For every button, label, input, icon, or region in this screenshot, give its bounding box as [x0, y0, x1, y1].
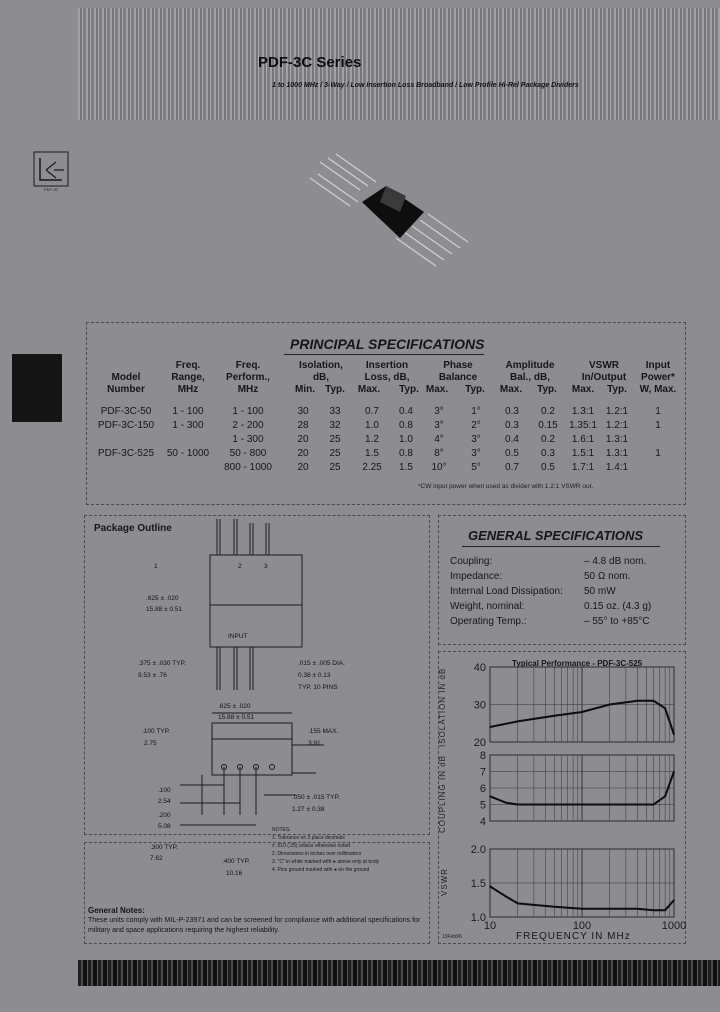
- column-subheader: Max.: [357, 384, 381, 395]
- table-cell: 4°: [434, 434, 444, 445]
- column-subheader: Typ.: [607, 384, 627, 395]
- column-header: MHz: [237, 384, 259, 395]
- data-point: [505, 896, 507, 898]
- dim-spacing-mm: 10.16: [226, 870, 243, 877]
- y-tick-label: 2.0: [470, 844, 486, 856]
- table-cell: 1.3:1: [605, 434, 629, 445]
- table-cell: 0.7: [505, 462, 519, 473]
- data-point: [489, 726, 491, 728]
- data-point: [637, 804, 639, 806]
- table-cell: 1°: [471, 406, 481, 417]
- performance-charts: [438, 651, 686, 944]
- package-note: NOTES:: [272, 827, 291, 833]
- table-cell: 0.2: [541, 406, 555, 417]
- dim-pin-len-mm: 9.53 ± .76: [138, 672, 167, 679]
- table-cell: 0.5: [541, 462, 555, 473]
- date-code: 19Feb96: [442, 934, 462, 940]
- x-tick-label: 100: [572, 920, 592, 932]
- data-point: [673, 771, 675, 773]
- column-header: Number: [107, 384, 145, 395]
- y-tick-label: 20: [473, 737, 486, 749]
- column-subheader: Max.: [425, 384, 449, 395]
- table-cell: 32: [329, 420, 341, 431]
- pin-label-1: 1: [154, 563, 158, 570]
- dim-edge-mm: 2.75: [144, 740, 157, 747]
- table-cell: 0.3: [541, 448, 555, 459]
- dim-width-mm: 15.88 ± 0.51: [146, 606, 183, 613]
- table-cell: 28: [297, 420, 309, 431]
- dim-pitch2-in: .200: [158, 812, 171, 819]
- x-tick-label: 1000: [661, 920, 686, 932]
- general-specs-rule: [462, 546, 660, 547]
- dim-spacing-in: .400 TYP.: [222, 858, 250, 865]
- table-cell: 1.2: [365, 434, 379, 445]
- table-cell: 33: [329, 406, 341, 417]
- dim-lead-mm: 1.27 ± 0.38: [292, 806, 325, 813]
- dim-pitch3-mm: 7.62: [150, 855, 163, 862]
- graph-title: Typical Performance - PDF-3C-525: [512, 659, 643, 668]
- dim-width2-in: .625 ± .020: [218, 703, 251, 710]
- data-point: [609, 908, 611, 910]
- y-tick-label: 30: [473, 699, 486, 712]
- column-header: Range,: [171, 372, 205, 383]
- table-cell: 20: [297, 462, 309, 473]
- data-point: [517, 903, 519, 905]
- package-drawing: [84, 515, 430, 835]
- y-tick-label: 4: [479, 816, 486, 828]
- data-point: [653, 700, 655, 702]
- column-header: Perform.,: [226, 372, 270, 383]
- table-cell: 0.4: [505, 434, 519, 445]
- table-cell: 0.7: [365, 406, 379, 417]
- data-point: [653, 909, 655, 911]
- y-tick-label: 1.0: [470, 912, 486, 924]
- table-cell: 0.3: [505, 406, 519, 417]
- table-cell: 1.3:1: [571, 406, 595, 417]
- y-tick-label: 1.5: [470, 878, 486, 890]
- dim-height-mm: 3.91: [308, 740, 321, 747]
- gen-spec-value: 50 mW: [584, 586, 616, 597]
- general-notes-text: These units comply with MIL-P-23971 and can be screened for compliance with additional specifications for military and space applications requiring the highest reliability.: [88, 917, 421, 934]
- table-cell: 1.5: [365, 448, 379, 459]
- data-point: [664, 909, 666, 911]
- column-subheader: Typ.: [537, 384, 557, 395]
- table-cell: 0.2: [541, 434, 555, 445]
- table-cell: 0.3: [505, 420, 519, 431]
- input-label: INPUT: [228, 633, 248, 640]
- column-header: Isolation,: [299, 360, 343, 371]
- table-cell: 2.25: [362, 462, 382, 473]
- column-header: In/Output: [581, 372, 627, 383]
- gen-spec-value: 0.15 oz. (4.3 g): [584, 601, 652, 612]
- table-cell: 1 - 300: [172, 420, 204, 431]
- data-point: [637, 700, 639, 702]
- table-cell: 50 - 800: [229, 448, 267, 459]
- gen-spec-label: Weight, nominal:: [450, 601, 525, 612]
- column-subheader: Min.: [295, 384, 315, 395]
- side-tab: [12, 354, 62, 422]
- data-point: [489, 795, 491, 797]
- y-axis-label-coupling: COUPLING IN dB: [438, 755, 447, 834]
- column-header: Phase: [443, 360, 473, 371]
- table-cell: 50 - 1000: [166, 448, 210, 459]
- package-body-top: [210, 555, 302, 647]
- dim-pitch1-in: .100: [158, 787, 171, 794]
- table-cell: 1.5: [399, 462, 413, 473]
- dim-edge-in: .100 TYP.: [142, 728, 170, 735]
- general-specs-title: GENERAL SPECIFICATIONS: [468, 528, 644, 543]
- dim-height-in: .155 MAX.: [308, 728, 339, 735]
- column-header: Model: [111, 372, 141, 383]
- table-cell: 1: [655, 420, 661, 431]
- data-point: [581, 711, 583, 713]
- data-point: [609, 804, 611, 806]
- table-cell: 1.2:1: [605, 406, 629, 417]
- y-tick-label: 8: [479, 750, 486, 762]
- table-cell: 25: [329, 434, 341, 445]
- table-cell: PDF-3C-150: [97, 420, 155, 431]
- table-cell: 0.5: [505, 448, 519, 459]
- table-cell: 1.3:1: [605, 448, 629, 459]
- column-header: Freq.: [235, 360, 261, 371]
- table-cell: 0.8: [399, 448, 413, 459]
- gen-spec-value: 50 Ω nom.: [584, 571, 631, 582]
- data-point: [517, 721, 519, 723]
- table-cell: 10°: [431, 462, 447, 473]
- data-point: [637, 908, 639, 910]
- package-note: 1. Tolerance on 3 place decimals: [272, 835, 345, 841]
- dim-pitch1-mm: 2.54: [158, 798, 171, 805]
- column-header: Input: [645, 360, 671, 371]
- table-cell: 1.0: [365, 420, 379, 431]
- table-cell: 1.0: [399, 434, 413, 445]
- pin-label-2: 2: [238, 563, 242, 570]
- x-tick-label: 10: [483, 920, 497, 932]
- table-cell: 3°: [471, 448, 481, 459]
- data-point: [505, 802, 507, 804]
- data-point: [554, 715, 556, 717]
- table-cell: 25: [329, 448, 341, 459]
- column-header: Loss, dB,: [364, 372, 410, 383]
- footer-band: [78, 960, 720, 986]
- table-cell: 8°: [434, 448, 444, 459]
- data-point: [673, 734, 675, 736]
- y-axis-label-vswr: VSWR: [440, 868, 449, 896]
- table-cell: 800 - 1000: [224, 462, 272, 473]
- package-note: 3. "C" in white marked with ● above only at body: [272, 859, 380, 865]
- dim-width2-mm: 15.88 ± 0.51: [218, 714, 255, 721]
- y-tick-label: 5: [479, 799, 486, 812]
- gen-spec-label: Coupling:: [450, 556, 493, 567]
- data-point: [554, 804, 556, 806]
- table-cell: 25: [329, 462, 341, 473]
- gen-spec-label: Operating Temp.:: [450, 616, 527, 627]
- table-cell: 5°: [471, 462, 481, 473]
- dim-pitch2-mm: 5.08: [158, 823, 171, 830]
- package-note: 4. Pins ground marked with ● on the ground: [272, 867, 370, 873]
- table-cell: 1: [655, 406, 661, 417]
- y-tick-label: 7: [479, 766, 486, 779]
- table-cell: 3°: [434, 406, 444, 417]
- principal-specs-rule: [284, 354, 484, 355]
- data-point: [517, 804, 519, 806]
- table-cell: 1.7:1: [571, 462, 595, 473]
- header-band: [78, 8, 720, 120]
- data-point: [664, 707, 666, 709]
- table-cell: 30: [297, 406, 309, 417]
- y-axis-label-isolation: ISOLATION IN dB: [438, 667, 447, 747]
- dim-pitch3-in: .300 TYP.: [150, 844, 178, 851]
- package-note: 2. Dimensions in inches over millimeters: [272, 851, 362, 857]
- dim-pin-len-in: .375 ± .030 TYP.: [138, 660, 186, 667]
- gen-spec-label: Internal Load Dissipation:: [450, 586, 563, 597]
- product-photo: [300, 150, 470, 275]
- table-cell: 2 - 200: [232, 420, 264, 431]
- dim-pin-dia-in: .015 ± .005 DIA.: [298, 660, 345, 667]
- table-cell: 3°: [434, 420, 444, 431]
- column-subheader: Typ.: [325, 384, 345, 395]
- data-point: [581, 804, 583, 806]
- data-point: [664, 795, 666, 797]
- dim-width-in: .625 ± .020: [146, 595, 179, 602]
- table-cell: 2°: [471, 420, 481, 431]
- table-cell: 1 - 300: [232, 434, 264, 445]
- data-point: [581, 908, 583, 910]
- column-subheader: Typ.: [465, 384, 485, 395]
- series-title: PDF-3C Series: [258, 54, 362, 71]
- logo-icon: [32, 150, 70, 190]
- column-header: Freq.: [175, 360, 201, 371]
- power-footnote: *CW input power when used as divider with 1.2:1 VSWR out.: [418, 483, 594, 490]
- table-cell: 0.8: [399, 420, 413, 431]
- table-cell: 20: [297, 434, 309, 445]
- column-header: dB,: [312, 372, 330, 383]
- column-header: Balance: [438, 372, 478, 383]
- column-header: Amplitude: [505, 360, 555, 371]
- dim-lead-in: .050 ± .015 TYP.: [292, 794, 340, 801]
- table-cell: 0.4: [399, 406, 413, 417]
- data-point: [673, 899, 675, 901]
- x-axis-label: FREQUENCY IN MHz: [516, 931, 631, 942]
- table-cell: 1.2:1: [605, 420, 629, 431]
- data-point: [653, 804, 655, 806]
- table-cell: PDF-3C-50: [100, 406, 152, 417]
- dim-pin-dia-mm: 0.38 ± 0.13: [298, 672, 331, 679]
- table-cell: 1: [655, 448, 661, 459]
- table-cell: 1.4:1: [605, 462, 629, 473]
- table-cell: 1.35:1: [569, 420, 597, 431]
- gen-spec-value: – 55° to +85°C: [584, 616, 650, 627]
- series-subtitle: 1 to 1000 MHz / 3-Way / Low Insertion Loss Broadband / Low Profile Hi-Rel Package Dividers: [272, 82, 579, 89]
- table-cell: 3°: [471, 434, 481, 445]
- table-cell: PDF-3C-525: [97, 448, 155, 459]
- table-cell: 1.5:1: [571, 448, 595, 459]
- column-header: VSWR: [589, 360, 619, 371]
- pin-label-3: 3: [264, 563, 268, 570]
- package-note: ± .010 (.25) unless otherwise noted: [272, 843, 351, 849]
- gen-spec-label: Impedance:: [450, 571, 503, 582]
- data-point: [489, 886, 491, 888]
- data-point: [609, 704, 611, 706]
- column-header: Bal., dB,: [509, 372, 550, 383]
- column-subheader: Typ.: [399, 384, 419, 395]
- package-outline-title: Package Outline: [94, 523, 172, 534]
- column-subheader: Max.: [571, 384, 595, 395]
- column-header: Power*: [641, 372, 675, 383]
- column-subheader: Max.: [499, 384, 523, 395]
- y-tick-label: 6: [479, 783, 486, 795]
- table-cell: 1 - 100: [232, 406, 264, 417]
- gen-spec-value: – 4.8 dB nom.: [584, 556, 647, 567]
- column-header: W, Max.: [639, 384, 677, 395]
- table-cell: 1 - 100: [172, 406, 204, 417]
- principal-specs-title: PRINCIPAL SPECIFICATIONS: [290, 336, 485, 352]
- table-cell: 1.6:1: [571, 434, 595, 445]
- dim-pin-count: TYP. 10 PINS: [298, 684, 338, 691]
- logo-caption: PDF-3C: [44, 187, 59, 192]
- table-cell: 0.15: [538, 420, 558, 431]
- column-header: MHz: [177, 384, 199, 395]
- general-notes-title: General Notes:: [88, 906, 145, 915]
- y-tick-label: 40: [473, 662, 486, 674]
- column-header: Insertion: [365, 360, 409, 371]
- data-point: [554, 906, 556, 908]
- table-cell: 20: [297, 448, 309, 459]
